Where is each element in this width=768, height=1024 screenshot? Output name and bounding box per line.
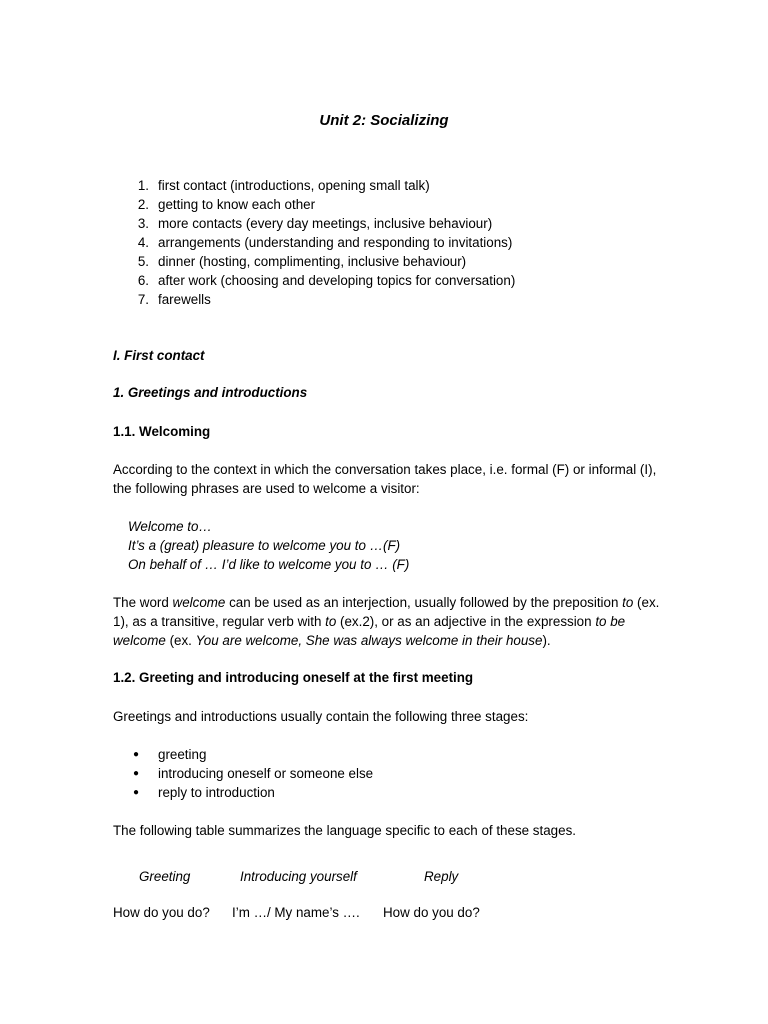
text-run-italic: to <box>325 614 337 629</box>
text-run: (ex. <box>165 633 196 648</box>
page-title: Unit 2: Socializing <box>319 112 449 129</box>
paragraph-table-summary: The following table summarizes the language specific to each of these stages. <box>113 823 576 838</box>
list-item-text: introducing oneself or someone else <box>158 766 374 781</box>
phrase-line: Welcome to… <box>128 519 212 534</box>
heading-greeting-introducing: 1.2. Greeting and introducing oneself at the first meeting <box>113 670 474 685</box>
text-run: (ex. 1), as a transitive, regular verb with <box>113 595 660 629</box>
list-item-text: arrangements (understanding and responding to invitations) <box>158 235 513 250</box>
table-cell: How do you do? <box>113 905 210 920</box>
text-run: can be used as an interjection, usually followed by the preposition <box>225 595 623 610</box>
table-header-reply: Reply <box>424 869 459 884</box>
list-item-text: getting to know each other <box>158 197 316 212</box>
text-run: The word <box>113 595 173 610</box>
list-item-text: farewells <box>158 292 211 307</box>
list-number: 6. <box>137 273 149 288</box>
text-run: (ex.2), or as an adjective in the expression <box>336 614 596 629</box>
text-run-italic: to be welcome <box>113 614 626 648</box>
text-run-italic: welcome <box>172 595 226 610</box>
list-number: 3. <box>137 216 149 231</box>
list-item-text: reply to introduction <box>158 785 275 800</box>
phrase-line: On behalf of … I’d like to welcome you to … (F) <box>128 557 410 572</box>
list-number: 5. <box>137 254 149 269</box>
list-number: 7. <box>137 292 149 307</box>
paragraph-word-welcome <box>113 593 661 650</box>
list-item-text: greeting <box>158 747 207 762</box>
bullet-icon: ● <box>133 749 140 760</box>
list-number: 1. <box>137 178 149 193</box>
bullet-icon: ● <box>133 768 140 779</box>
table-cell: I’m …/ My name’s …. <box>232 905 360 920</box>
text-run: ). <box>542 633 551 648</box>
list-number: 4. <box>137 235 149 250</box>
text-run-italic: You are welcome, She was always welcome in their house <box>195 633 543 648</box>
welcome-phrases <box>128 517 409 574</box>
list-number: 2. <box>137 197 149 212</box>
list-item-text: first contact (introductions, opening small talk) <box>158 178 430 193</box>
table-cell: How do you do? <box>383 905 480 920</box>
list-item-text: more contacts (every day meetings, inclusive behaviour) <box>158 216 493 231</box>
table-header-greeting: Greeting <box>139 869 191 884</box>
paragraph-welcoming: According to the context in which the conversation takes place, i.e. formal (F) or informal (I), the following phrases are used to welcome a visitor: <box>113 462 657 496</box>
list-item-text: dinner (hosting, complimenting, inclusive behaviour) <box>158 254 467 269</box>
table-header-introducing: Introducing yourself <box>240 869 357 884</box>
paragraph-stages: Greetings and introductions usually contain the following three stages: <box>113 709 529 724</box>
subsection-heading-greetings: 1. Greetings and introductions <box>113 385 308 400</box>
section-heading-first-contact: I. First contact <box>113 348 205 363</box>
heading-welcoming: 1.1. Welcoming <box>113 424 211 439</box>
bullet-icon: ● <box>133 787 140 798</box>
phrase-line: It’s a (great) pleasure to welcome you to …(F) <box>128 538 401 553</box>
list-item-text: after work (choosing and developing topics for conversation) <box>158 273 516 288</box>
text-run-italic: to <box>622 595 634 610</box>
